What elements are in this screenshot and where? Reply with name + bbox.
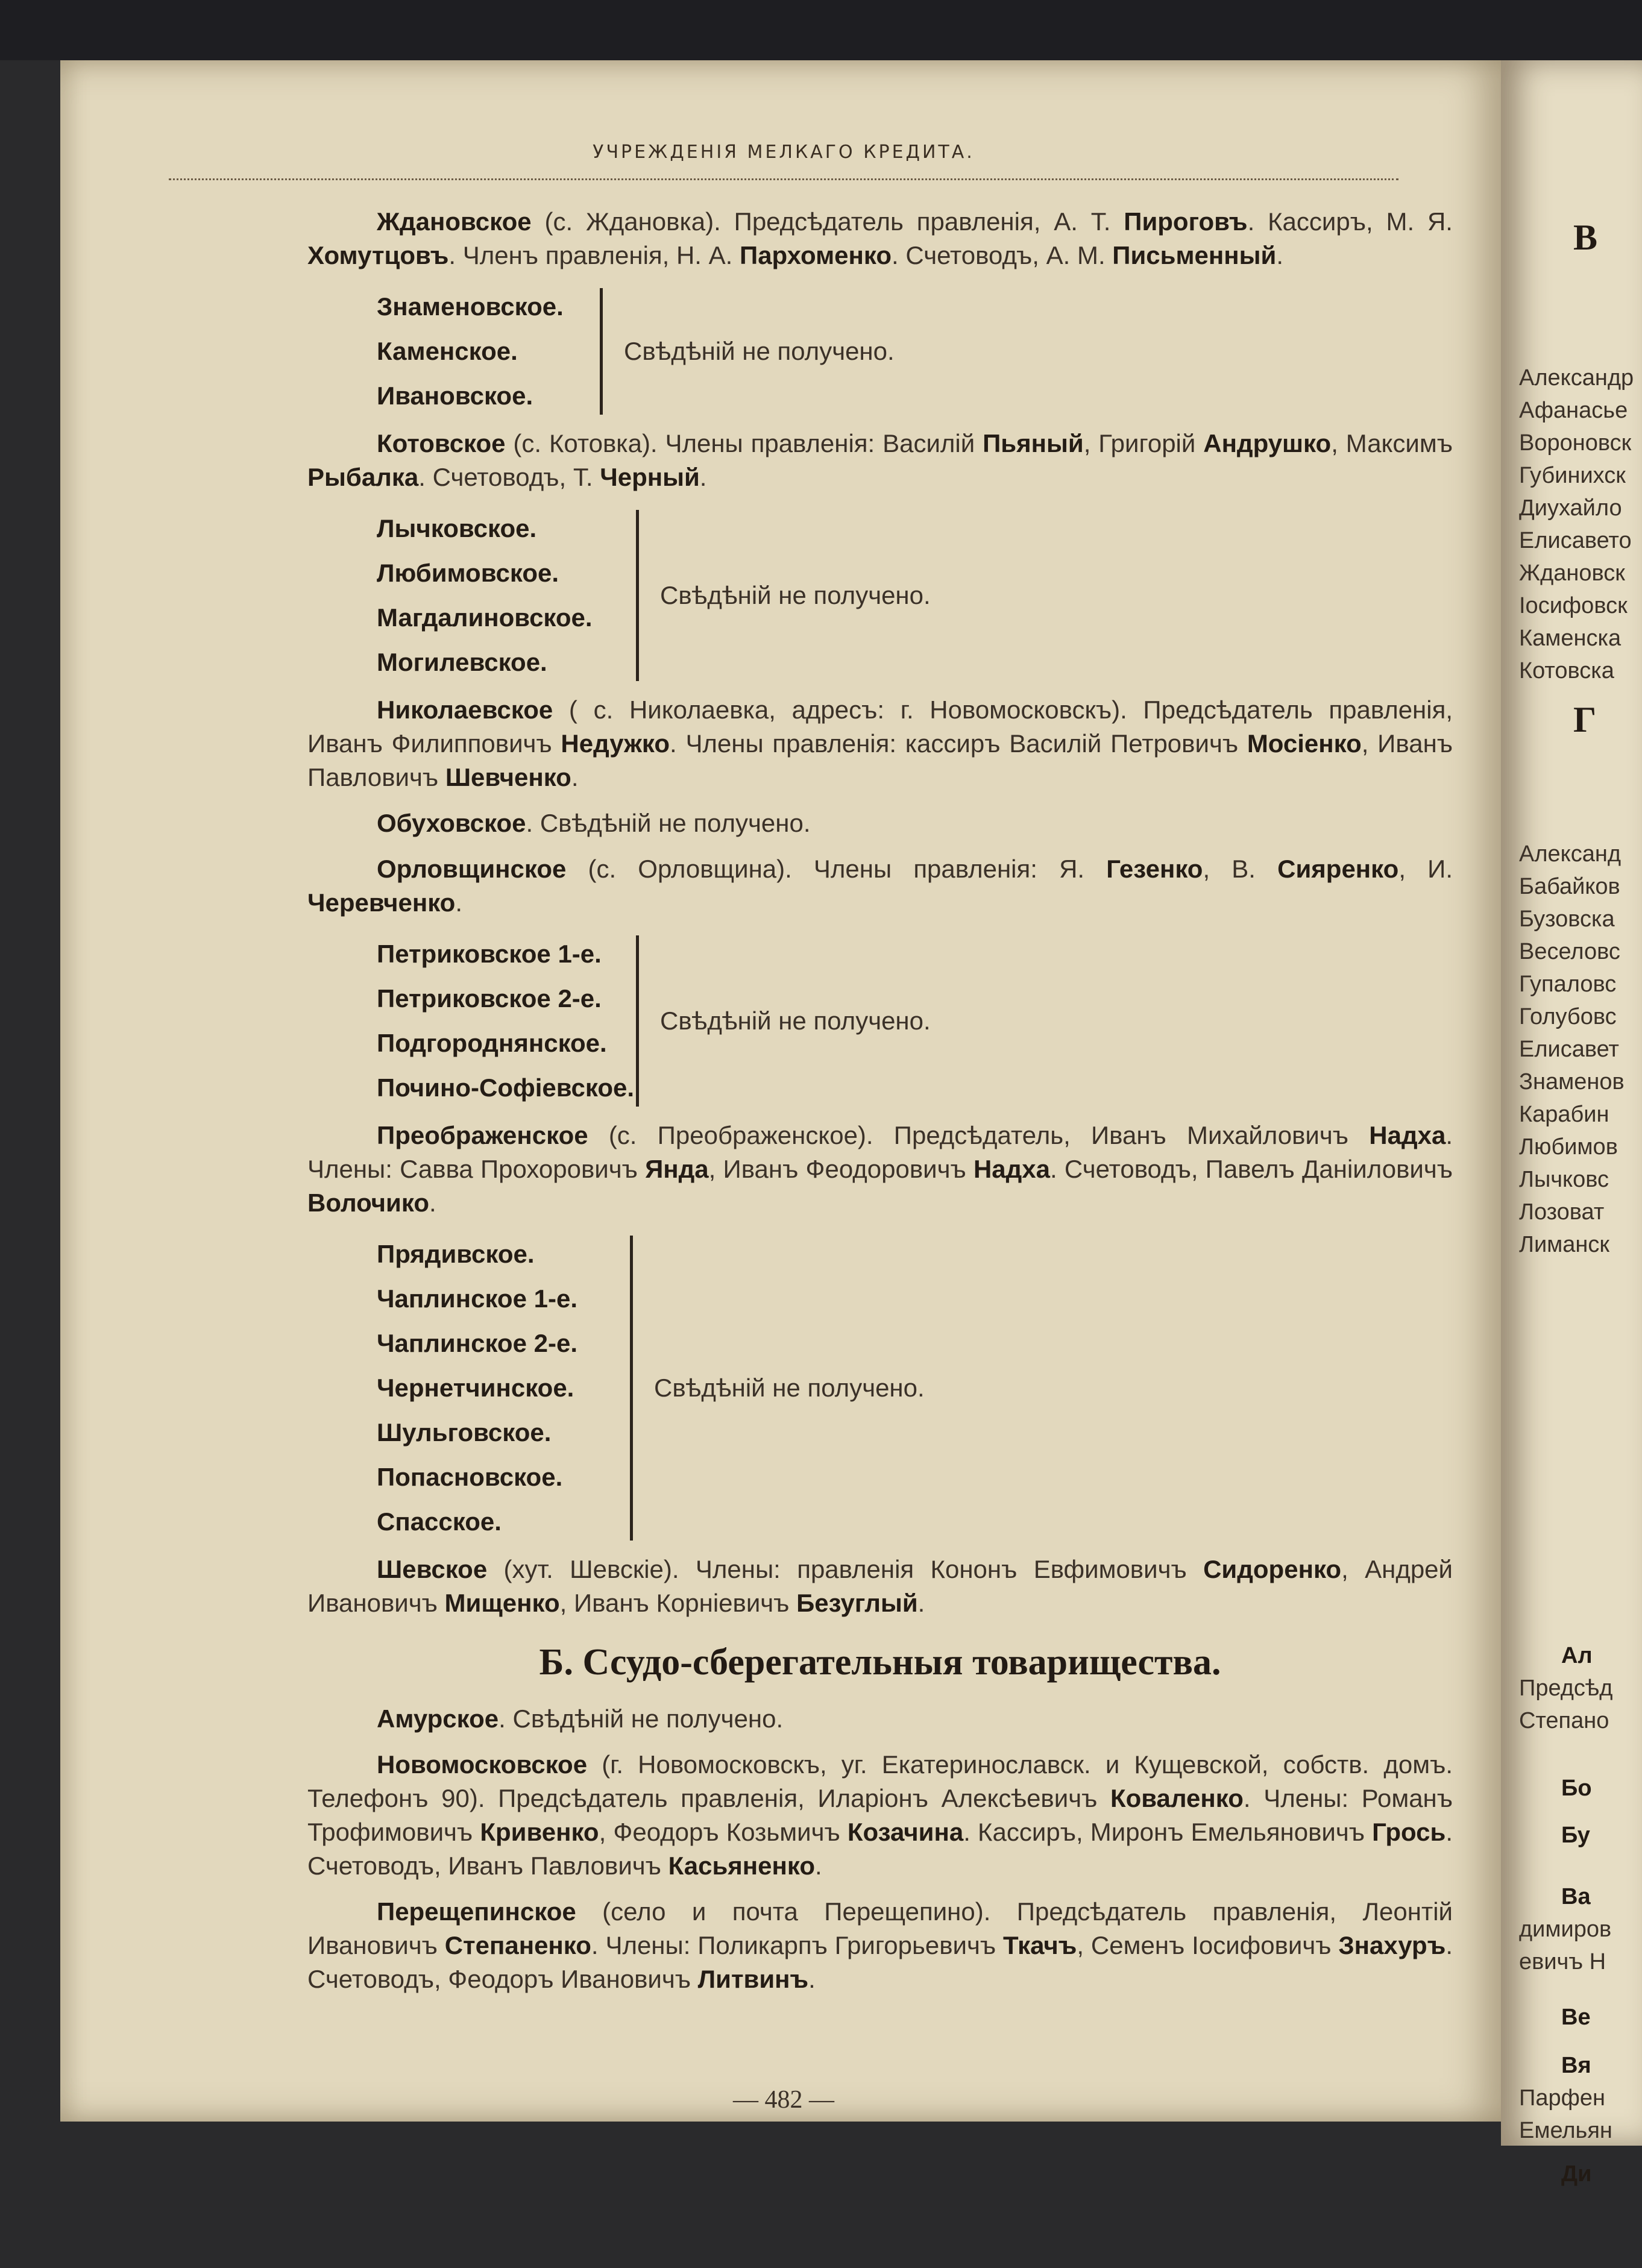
group-note: Свѣдѣній не получено. bbox=[660, 581, 931, 609]
section-title: Б. Ссудо-сберегательныя товарищества. bbox=[539, 1642, 1221, 1683]
bold-name: Рыбалка bbox=[307, 463, 419, 491]
right-list-item: Лычковс bbox=[1519, 1167, 1609, 1192]
bold-name: Ткачъ bbox=[1003, 1931, 1077, 1959]
institution-name: Ивановское. bbox=[377, 382, 533, 410]
institution-name: Чаплинское 1-е. bbox=[377, 1284, 577, 1313]
right-block-va bbox=[1519, 1880, 1611, 1978]
text-run: (с. Преображенское). Предсѣдатель, Иванъ Михайловичъ bbox=[588, 1121, 1370, 1149]
right-line-fragment: димиров bbox=[1519, 1917, 1612, 1942]
group-note: Свѣдѣній не получено. bbox=[654, 1374, 925, 1402]
institution-name: Петриковское 2-е. bbox=[377, 984, 602, 1013]
right-list-item: Александр bbox=[1519, 365, 1634, 391]
bold-name: Мосіенко bbox=[1247, 729, 1362, 758]
bold-name: Амурское bbox=[377, 1704, 499, 1733]
institution-name: Магдалиновское. bbox=[377, 603, 593, 632]
text-run: . bbox=[917, 1589, 925, 1617]
right-list-item: Іосифовск bbox=[1519, 593, 1628, 618]
institution-name: Чернетчинское. bbox=[377, 1374, 574, 1402]
text-run: . bbox=[815, 1852, 822, 1880]
right-list-item: Любимов bbox=[1519, 1134, 1618, 1160]
right-bold-fragment: Ал bbox=[1561, 1643, 1593, 1668]
text-run: . Счетоводъ, Феодоръ Ивановичъ bbox=[307, 1931, 1453, 1993]
institution-name: Спасское. bbox=[377, 1507, 502, 1536]
bold-name: Обуховское bbox=[377, 809, 526, 837]
brace bbox=[636, 510, 643, 681]
institution-name: Шульговское. bbox=[377, 1418, 552, 1447]
text-run: (хут. Шевскіе). Члены: правленія Кононъ Евфимовичъ bbox=[487, 1555, 1204, 1583]
right-line-fragment: евичъ Н bbox=[1519, 1949, 1606, 1974]
text-run: (г. Новомосковскъ, уг. Екатеринославск. и Кущевской, собств. домъ. Телефонъ 90). Предсѣдатель правленія, Иларіонъ Алексѣевичъ bbox=[307, 1750, 1453, 1812]
text-run: . Члены: Савва Прохоровичъ bbox=[307, 1121, 1453, 1183]
right-list-item: Котовска bbox=[1519, 658, 1614, 683]
right-list-item: Елисавет bbox=[1519, 1037, 1619, 1062]
text-run: . bbox=[699, 463, 707, 491]
bold-name: Янда bbox=[645, 1155, 709, 1183]
right-list-item: Елисавето bbox=[1519, 528, 1632, 553]
right-block-vya bbox=[1519, 2049, 1612, 2147]
bold-name: Шевское bbox=[377, 1555, 488, 1583]
right-list-item: Голубовс bbox=[1519, 1004, 1617, 1029]
text-run: , Максимъ bbox=[1331, 429, 1453, 457]
text-run: (с. Ждановка). Предсѣдатель правленія, А. Т. bbox=[531, 207, 1124, 236]
group-znamenovskoe bbox=[377, 284, 1453, 418]
group-note: Свѣдѣній не получено. bbox=[624, 337, 895, 365]
right-bold-fragment: Ди bbox=[1561, 2161, 1592, 2187]
bold-name: Надха bbox=[1369, 1121, 1446, 1149]
text-run: . Свѣдѣній не получено. bbox=[526, 809, 811, 837]
bold-name: Орловщинское bbox=[377, 855, 567, 883]
bold-name: Письменный bbox=[1112, 241, 1277, 269]
right-list-item: Бабайков bbox=[1519, 874, 1620, 899]
bold-name: Пироговъ bbox=[1124, 207, 1248, 236]
bold-name: Безуглый bbox=[796, 1589, 918, 1617]
group-note: Свѣдѣній не получено. bbox=[660, 1007, 931, 1035]
header-rule bbox=[169, 175, 1398, 180]
bold-name: Новомосковское bbox=[377, 1750, 588, 1779]
bold-name: Грось bbox=[1372, 1818, 1446, 1846]
text-run: . Свѣдѣній не получено. bbox=[499, 1704, 784, 1733]
text-run: , Иванъ Корніевичъ bbox=[559, 1589, 797, 1617]
text-run: , Иванъ Павловичъ bbox=[307, 729, 1453, 791]
institution-name: Лычковское. bbox=[377, 514, 537, 542]
right-block-al bbox=[1519, 1639, 1612, 1737]
text-run: . Счетоводъ, Т. bbox=[418, 463, 600, 491]
text-run: . Счетоводъ, А. М. bbox=[892, 241, 1113, 269]
bold-name: Хомутцовъ bbox=[307, 241, 449, 269]
entry-novomoskovskoe bbox=[307, 1748, 1453, 1883]
bold-name: Козачина bbox=[847, 1818, 964, 1846]
right-list-item: Знаменов bbox=[1519, 1069, 1625, 1095]
right-list-2 bbox=[1519, 838, 1625, 1261]
right-bold-fragment: Ве bbox=[1561, 2005, 1591, 2030]
text-run: . Счетоводъ, Павелъ Даніиловичъ bbox=[1050, 1155, 1453, 1183]
right-list-item: Каменска bbox=[1519, 626, 1622, 651]
right-bold-fragment: Вя bbox=[1561, 2053, 1591, 2078]
right-list-item: Афанасье bbox=[1519, 398, 1628, 423]
main-text-column bbox=[307, 205, 1453, 2008]
entry-shevskoe bbox=[307, 1553, 1453, 1620]
right-list-item: Веселовс bbox=[1519, 939, 1620, 964]
right-list-item: Гупаловс bbox=[1519, 972, 1617, 997]
entry-amurskoe bbox=[307, 1702, 1453, 1736]
right-line-fragment: Предсѣд bbox=[1519, 1676, 1613, 1701]
text-run: . Члены: Романъ Трофимовичъ bbox=[307, 1784, 1453, 1846]
bold-name: Перещепинское bbox=[377, 1897, 576, 1926]
text-run: (село и почта Перещепино). Предсѣдатель правленія, Леонтій Ивановичъ bbox=[307, 1897, 1453, 1959]
institution-name: Могилевское. bbox=[377, 648, 547, 676]
page-number: — 482 — bbox=[733, 2086, 834, 2114]
right-line-fragment: Парфен bbox=[1519, 2085, 1605, 2111]
institution-name: Знаменовское. bbox=[377, 292, 564, 321]
text-run: , Андрей Ивановичъ bbox=[307, 1555, 1453, 1617]
running-header: УЧРЕЖДЕНІЯ МЕЛКАГО КРЕДИТА. bbox=[593, 142, 975, 163]
right-bold-fragment: Бо bbox=[1561, 1776, 1592, 1801]
entry-nikolaevskoe bbox=[307, 693, 1453, 794]
group-pryadivskoe bbox=[377, 1232, 1453, 1544]
bold-name: Волочико bbox=[307, 1189, 430, 1217]
text-run: . bbox=[1276, 241, 1284, 269]
institution-name: Почино-Софіевское. bbox=[377, 1073, 635, 1102]
institution-name: Чаплинское 2-е. bbox=[377, 1329, 577, 1357]
entry-preobrazhenskoe bbox=[307, 1119, 1453, 1220]
bold-name: Касьяненко bbox=[668, 1852, 816, 1880]
text-run: , В. bbox=[1203, 855, 1278, 883]
right-heading-2: Г bbox=[1573, 700, 1597, 740]
text-run: , Семенъ Іосифовичъ bbox=[1077, 1931, 1339, 1959]
right-block-di bbox=[1519, 2158, 1591, 2190]
bold-name: Николаевское bbox=[377, 696, 553, 724]
institution-name: Попасновское. bbox=[377, 1463, 563, 1491]
text-run: . Кассиръ, Миронъ Емельяновичъ bbox=[963, 1818, 1373, 1846]
bold-name: Черевченко bbox=[307, 888, 456, 917]
text-run: . Членъ правленія, Н. А. bbox=[448, 241, 740, 269]
bold-name: Черный bbox=[600, 463, 700, 491]
text-run: , Феодоръ Козьмичъ bbox=[599, 1818, 848, 1846]
text-run: . bbox=[455, 888, 463, 917]
right-list-item: Лиманск bbox=[1519, 1232, 1610, 1257]
brace bbox=[630, 1236, 637, 1541]
institution-name: Петриковское 1-е. bbox=[377, 940, 602, 968]
entry-obukhovskoe bbox=[307, 806, 1453, 840]
institution-name: Подгороднянское. bbox=[377, 1029, 607, 1057]
text-run: . Члены правленія: кассиръ Василій Петровичъ bbox=[670, 729, 1247, 758]
institution-name: Прядивское. bbox=[377, 1240, 535, 1268]
right-list-item: Александ bbox=[1519, 841, 1621, 867]
bold-name: Литвинъ bbox=[697, 1965, 809, 1993]
brace bbox=[636, 935, 643, 1107]
bold-name: Андрушко bbox=[1203, 429, 1332, 457]
text-run: . Счетоводъ, Иванъ Павловичъ bbox=[307, 1818, 1453, 1880]
bold-name: Степаненко bbox=[444, 1931, 591, 1959]
right-list-item: Диухайло bbox=[1519, 495, 1622, 521]
bold-name: Преображенское bbox=[377, 1121, 588, 1149]
group-petrikovskoe bbox=[377, 932, 1453, 1110]
right-line-fragment: Степано bbox=[1519, 1708, 1609, 1733]
text-run: , И. bbox=[1398, 855, 1453, 883]
bold-name: Сидоренко bbox=[1203, 1555, 1342, 1583]
bold-name: Недужко bbox=[561, 729, 670, 758]
brace bbox=[600, 288, 606, 415]
text-run: , Григорій bbox=[1083, 429, 1204, 457]
book-page-right bbox=[1501, 60, 1642, 2187]
right-list-item: Карабин bbox=[1519, 1102, 1609, 1127]
text-run: ( с. Николаевка, адресъ: г. Новомосковскъ). Предсѣдатель правленія, Иванъ Филипповичъ bbox=[307, 696, 1453, 758]
scan-background bbox=[0, 0, 1642, 60]
bold-name: Кривенко bbox=[480, 1818, 599, 1846]
bold-name: Сияренко bbox=[1277, 855, 1399, 883]
bold-name: Пьяный bbox=[983, 429, 1084, 457]
right-list-item: Губинихск bbox=[1519, 463, 1626, 488]
right-block-bo-bu bbox=[1519, 1772, 1592, 1866]
institution-name: Любимовское. bbox=[377, 559, 559, 587]
bold-name: Коваленко bbox=[1110, 1784, 1244, 1812]
entry-kotovskoe bbox=[307, 427, 1453, 494]
text-run: , Иванъ Феодоровичъ bbox=[708, 1155, 974, 1183]
bold-name: Пархоменко bbox=[740, 241, 892, 269]
right-bold-fragment: Ва bbox=[1561, 1884, 1591, 1909]
right-list-item: Вороновск bbox=[1519, 430, 1632, 456]
entry-orlovshchinskoe bbox=[307, 852, 1453, 920]
text-run: . bbox=[808, 1965, 816, 1993]
group-lychkovskoe bbox=[377, 506, 1453, 685]
institution-name: Каменское. bbox=[377, 337, 518, 365]
bold-name: Мищенко bbox=[444, 1589, 560, 1617]
text-run: . bbox=[571, 763, 579, 791]
bold-name: Гезенко bbox=[1106, 855, 1203, 883]
right-list-1 bbox=[1519, 362, 1634, 687]
right-list-item: Бузовска bbox=[1519, 906, 1615, 932]
text-run: . Члены: Поликарпъ Григорьевичъ bbox=[591, 1931, 1004, 1959]
text-run: (с. Орловщина). Члены правленія: Я. bbox=[566, 855, 1107, 883]
text-run: . Кассиръ, М. Я. bbox=[1247, 207, 1453, 236]
bold-name: Котовское bbox=[377, 429, 506, 457]
right-list-item: Лозоват bbox=[1519, 1199, 1605, 1225]
right-block-ve bbox=[1519, 2001, 1591, 2034]
text-run: (с. Котовка). Члены правленія: Василій bbox=[505, 429, 983, 457]
bold-name: Шевченко bbox=[445, 763, 571, 791]
text-run: . bbox=[429, 1189, 436, 1217]
entry-zhdanovskoe bbox=[307, 205, 1453, 272]
bold-name: Знахуръ bbox=[1338, 1931, 1446, 1959]
right-bold-fragment: Бу bbox=[1561, 1823, 1590, 1848]
right-list-item: Ждановск bbox=[1519, 561, 1625, 586]
bold-name: Ждановское bbox=[377, 207, 532, 236]
bold-name: Надха bbox=[973, 1155, 1051, 1183]
entry-pereshchepinskoe bbox=[307, 1895, 1453, 1996]
right-line-fragment: Емельян bbox=[1519, 2118, 1612, 2143]
right-heading-1: В bbox=[1573, 218, 1598, 257]
